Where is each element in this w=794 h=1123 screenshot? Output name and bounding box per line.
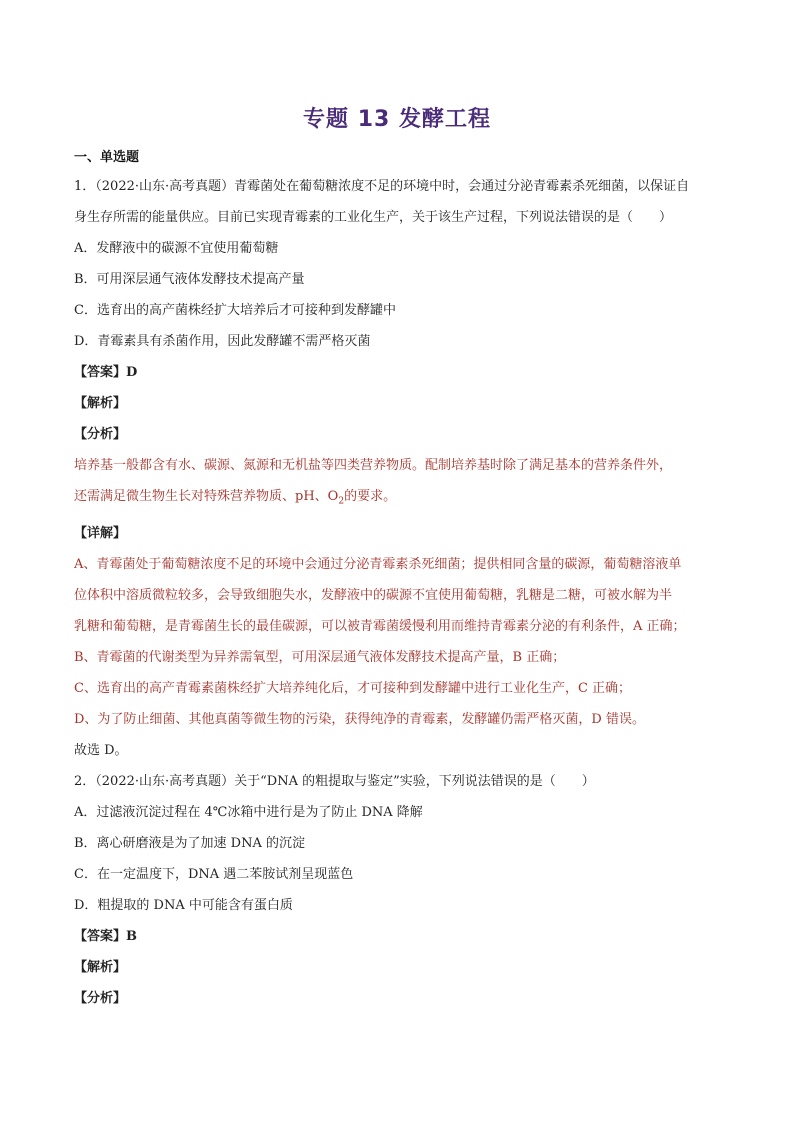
question-2-stem-line-1: 2．（2022·山东·高考真题）关于“DNA 的粗提取与鉴定”实验，下列说法错误的是（ ）	[74, 773, 595, 789]
page-title: 专题 13 发酵工程	[303, 107, 491, 132]
question-2-option-c: C．在一定温度下，DNA 遇二苯胺试剂呈现蓝色	[74, 866, 354, 882]
question-1-option-d: D．青霉素具有杀菌作用，因此发酵罐不需严格灭菌	[74, 334, 371, 349]
question-1-xiangjie-line-2: 位体积中溶质微粒较多，会导致细胞失水，发酵液中的碳源不宜使用葡萄糖，乳糖是二糖，可被水解为半	[74, 587, 673, 603]
question-1-answer: 【答案】D	[74, 365, 138, 380]
section-heading: 一、单选题	[74, 150, 140, 165]
question-1-fenxi-line-1: 培养基一般都含有水、碳源、氮源和无机盐等四类营养物质。配制培养基时除了满足基本的营养条件外，	[74, 458, 673, 473]
question-1-stem-line-2: 身生存所需的能量供应。目前已实现青霉素的工业化生产，关于该生产过程，下列说法错误的是（ ）	[74, 210, 673, 225]
question-1-stem-line-1: 1．（2022·山东·高考真题）青霉菌处在葡萄糖浓度不足的环境中时，会通过分泌青霉素杀死细菌，以保证自	[74, 179, 690, 194]
document-body	[74, 171, 724, 1014]
question-1-xiangjie-line-5: C、选育出的高产青霉素菌株经扩大培养纯化后，才可接种到发酵罐中进行工业化生产，C 正确；	[74, 680, 632, 696]
question-1-xiangjie-line-3: 乳糖和葡萄糖，是青霉菌生长的最佳碳源，可以被青霉菌缓慢利用而维持青霉素分泌的有利条件，A 正确；	[74, 618, 686, 634]
question-2-fenxi-label: 【分析】	[74, 990, 127, 1006]
question-1-xiangjie-label: 【详解】	[74, 525, 127, 541]
question-1-jiexi-label: 【解析】	[74, 396, 127, 411]
question-2-option-d: D．粗提取的 DNA 中可能含有蛋白质	[74, 897, 293, 913]
question-1-fenxi-label: 【分析】	[74, 427, 127, 442]
question-1-option-b: B．可用深层通气液体发酵技术提高产量	[74, 272, 305, 287]
fenxi-line-2-tail: 的要求。	[344, 489, 397, 504]
question-2-answer: 【答案】B	[74, 928, 137, 944]
o2-subscript: 2	[338, 496, 345, 507]
fenxi-line-2-text: 还需满足微生物生长对特殊营养物质、pH、O	[74, 489, 339, 504]
question-2-option-a: A．过滤液沉淀过程在 4℃冰箱中进行是为了防止 DNA 降解	[74, 804, 423, 820]
question-1-fenxi-line-2	[74, 481, 724, 518]
question-2-option-b: B．离心研磨液是为了加速 DNA 的沉淀	[74, 835, 306, 851]
question-1-conclusion: 故选 D。	[74, 742, 128, 758]
question-1-option-c: C．选育出的高产菌株经扩大培养后才可接种到发酵罐中	[74, 303, 396, 318]
question-1-xiangjie-line-4: B、青霉菌的代谢类型为异养需氧型，可用深层通气液体发酵技术提高产量，B 正确；	[74, 649, 566, 665]
question-1-option-a: A．发酵液中的碳源不宜使用葡萄糖	[74, 241, 279, 256]
question-1-xiangjie-line-1: A、青霉菌处于葡萄糖浓度不足的环境中会通过分泌青霉素杀死细菌；提供相同含量的碳源，葡萄糖溶液单	[74, 556, 682, 572]
question-2-jiexi-label: 【解析】	[74, 959, 127, 975]
question-1-xiangjie-line-6: D、为了防止细菌、其他真菌等微生物的污染，获得纯净的青霉素，发酵罐仍需严格灭菌，D 错误。	[74, 711, 645, 727]
